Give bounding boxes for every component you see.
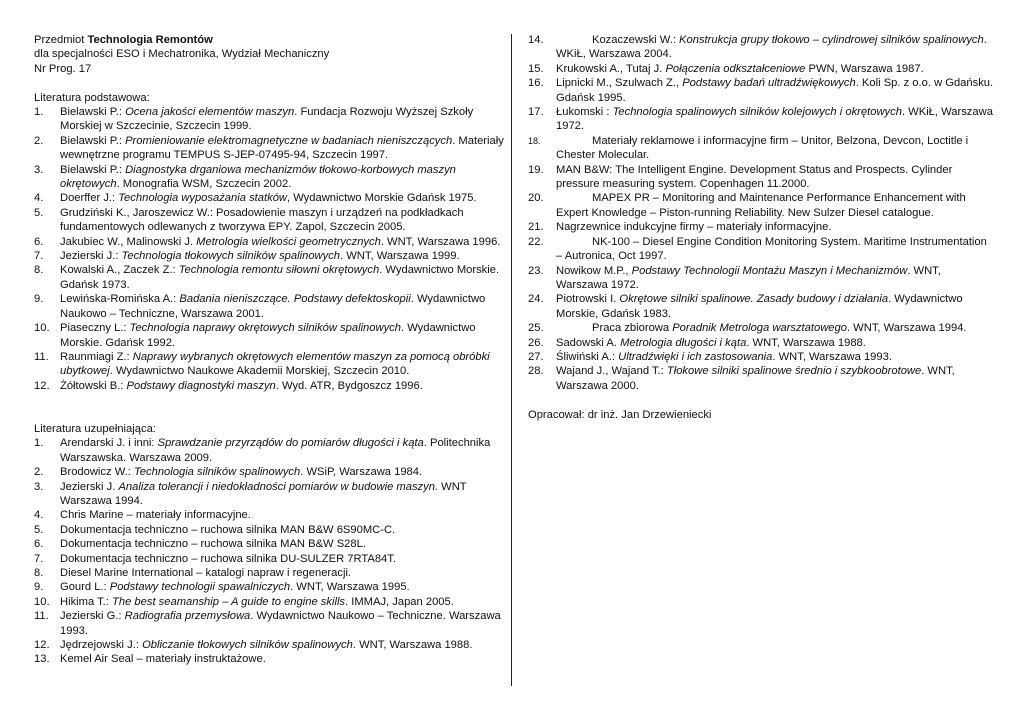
reference-item xyxy=(528,264,994,293)
reference-number: 9. xyxy=(34,293,44,306)
reference-publisher: . Politechnika Warszawska. Warszawa 2009. xyxy=(60,437,491,464)
reference-title: Technologia wyposażania statków xyxy=(118,192,287,205)
reference-authors: NK-100 – Diesel Engine Condition Monitoring System. Maritime Instrumentation – Autronica, Oct 1997. xyxy=(556,235,987,263)
reference-authors: Lewińska-Romińska A.: xyxy=(60,293,180,306)
reference-authors: Dokumentacja techniczno – ruchowa silnika MAN B&W S28L. xyxy=(60,538,366,551)
reference-item xyxy=(528,134,994,163)
left-column xyxy=(34,33,504,667)
reference-authors: Bielawski P.: xyxy=(60,106,126,119)
reference-authors: Piaseczny L.: xyxy=(60,322,130,335)
subject-name: Technologia Remontów xyxy=(87,34,213,46)
subject-line xyxy=(34,33,504,47)
reference-number: 26. xyxy=(528,336,544,349)
reference-number: 3. xyxy=(34,480,44,493)
reference-publisher: . IMMAJ, Japan 2005. xyxy=(345,595,454,608)
reference-publisher: . WNT, Warszawa 1999. xyxy=(340,250,460,263)
reference-authors: Nagrzewnice indukcyjne firmy – materiały informacyjne. xyxy=(556,221,832,234)
reference-publisher: , Wydawnictwo Morskie Gdańsk 1975. xyxy=(287,192,477,205)
reference-authors: Lipnicki M., Szulwach Z., xyxy=(556,77,683,90)
reference-title: Technologia naprawy okrętowych silników spalinowych xyxy=(129,322,401,335)
reference-item xyxy=(528,163,994,192)
reference-number: 9. xyxy=(34,581,44,594)
reference-publisher: PWN, Warszawa 1987. xyxy=(805,62,924,75)
reference-item xyxy=(34,480,504,509)
prepared-by: Opracował: dr inż. Jan Drzewieniecki xyxy=(528,408,712,421)
reference-item xyxy=(34,595,504,609)
reference-item xyxy=(528,220,994,234)
reference-number: 4. xyxy=(34,192,44,205)
reference-authors: Gourd L.: xyxy=(60,581,110,594)
reference-authors: Jakubiec W., Malinowski J. xyxy=(60,235,197,248)
reference-authors: Kowalski A., Zaczek Z.: xyxy=(60,264,179,277)
basic-literature-list xyxy=(34,105,504,393)
reference-number: 3. xyxy=(34,163,44,176)
reference-publisher: . WNT, Warszawa 1993. xyxy=(772,350,892,363)
reference-authors: Kozaczewski W.: xyxy=(592,34,680,46)
reference-authors: Krukowski A., Tutaj J. xyxy=(556,62,666,75)
supplementary-literature-list-continued xyxy=(528,33,994,393)
reference-authors: MAN B&W: The Intelligent Engine. Development Status and Prospects. Cylinder pressure measuring system. Copenhagen 11.2000. xyxy=(556,163,953,191)
reference-item xyxy=(528,76,994,105)
reference-number: 16. xyxy=(528,77,544,90)
reference-title: Ocena jakości elementów maszyn xyxy=(125,106,295,119)
reference-publisher: . Wydawnictwo Naukowo – Techniczne. Warszawa 1993. xyxy=(60,610,501,637)
reference-title: Radiografia przemysłowa xyxy=(124,610,251,623)
column-divider xyxy=(511,34,512,686)
reference-number: 12. xyxy=(34,639,50,652)
reference-authors: Jezierski J. xyxy=(60,480,119,493)
reference-authors: Jezierski J.: xyxy=(60,250,122,263)
reference-number: 2. xyxy=(34,134,44,147)
reference-title: Diagnostyka drganiowa mechanizmów tłokowo-korbowych maszyn okrętowych xyxy=(60,163,456,191)
reference-item xyxy=(528,364,994,393)
reference-title: Promieniowanie elektromagnetyczne w badaniach nieniszczących xyxy=(125,134,453,147)
reference-item xyxy=(528,191,994,220)
reference-publisher: . WNT, Warszawa 1994. xyxy=(846,322,967,335)
reference-item xyxy=(528,336,994,350)
reference-title: Technologia silników spalinowych xyxy=(133,466,301,479)
reference-item xyxy=(34,292,504,321)
reference-number: 7. xyxy=(34,552,44,565)
reference-number: 2. xyxy=(34,466,44,479)
reference-authors: Jędrzejowski J.: xyxy=(60,639,143,652)
reference-publisher: . Wyd. ATR, Bydgoszcz 1996. xyxy=(275,379,423,392)
reference-number: 10. xyxy=(34,322,50,335)
reference-title: Naprawy wybranych okrętowych elementów maszyn za pomocą obróbki ubytkowej xyxy=(60,350,490,378)
reference-number: 8. xyxy=(34,567,44,579)
reference-publisher: . Wydawnictwo Naukowe Akademii Morskiej, Szczecin 2010. xyxy=(109,365,410,378)
reference-number: 20. xyxy=(528,192,544,205)
reference-number: 23. xyxy=(528,264,544,277)
reference-authors: Jezierski G.: xyxy=(60,610,125,623)
reference-authors: Śliwiński A.: xyxy=(556,350,619,363)
reference-item xyxy=(34,206,504,235)
reference-item xyxy=(34,350,504,379)
reference-item xyxy=(34,508,504,522)
reference-title: Tłokowe silniki spalinowe średnio i szybkoobrotowe xyxy=(666,365,922,378)
reference-number: 11. xyxy=(34,610,49,623)
specialization-line: dla specjalności ESO i Mechatronika, Wydział Mechaniczny xyxy=(34,48,330,61)
reference-number: 12. xyxy=(34,379,50,392)
reference-title: Sprawdzanie przyrządów do pomiarów długości i kąta xyxy=(157,437,424,450)
reference-publisher: . WNT, Warszawa 1995. xyxy=(290,581,410,594)
reference-publisher: . WKiŁ, Warszawa 1972. xyxy=(556,106,993,133)
reference-item xyxy=(34,379,504,393)
reference-publisher: . Wydawnictwo Morskie. Gdańsk 1973. xyxy=(60,264,500,291)
reference-publisher: . Fundacja Rozwoju Wyższej Szkoły Morskiej w Szczecinie, Szczecin 1999. xyxy=(60,106,474,133)
reference-number: 10. xyxy=(34,595,50,608)
reference-item xyxy=(34,566,504,580)
reference-authors: Bielawski P.: xyxy=(60,163,126,176)
reference-item xyxy=(528,105,994,134)
reference-authors: Łukomski : xyxy=(556,106,613,119)
reference-item xyxy=(34,321,504,350)
reference-title: Ultradźwięki i ich zastosowania xyxy=(618,350,773,363)
reference-publisher: . WNT, Warszawa 1972. xyxy=(556,264,941,291)
reference-item xyxy=(34,609,504,638)
reference-number: 13. xyxy=(34,653,50,666)
reference-publisher: . WNT, Warszawa 1996. xyxy=(380,235,501,248)
reference-number: 7. xyxy=(34,250,44,263)
reference-number: 6. xyxy=(34,538,44,551)
reference-title: Poradnik Metrologa warsztatowego xyxy=(672,322,847,335)
reference-title: The best seamanship – A guide to engine skills xyxy=(112,595,346,608)
reference-publisher: . Wydawnictwo Morskie. Gdańsk 1992. xyxy=(60,322,476,349)
reference-item xyxy=(34,652,504,666)
reference-authors: Doerffer J.: xyxy=(60,192,119,205)
reference-number: 18. xyxy=(528,135,541,146)
reference-title: Podstawy diagnostyki maszyn xyxy=(126,379,276,392)
reference-publisher: . WKiŁ, Warszawa 2004. xyxy=(556,34,987,61)
reference-number: 28. xyxy=(528,365,544,378)
reference-number: 11. xyxy=(34,350,49,363)
reference-item xyxy=(34,638,504,652)
reference-item xyxy=(528,235,994,264)
reference-item xyxy=(34,134,504,163)
reference-title: Technologia remontu siłowni okrętowych xyxy=(178,264,380,277)
reference-number: 1. xyxy=(34,106,44,119)
reference-title: Metrologia wielkości geometrycznych xyxy=(196,235,381,248)
reference-authors: Diesel Marine International – katalogi napraw i regeneracji. xyxy=(60,567,352,579)
reference-number: 5. xyxy=(34,523,44,536)
reference-title: Konstrukcja grupy tłokowo – cylindrowej silników spalinowych xyxy=(679,34,984,46)
reference-authors: Hikima T.: xyxy=(60,595,113,608)
reference-title: Podstawy badań ultradźwiękowych xyxy=(682,77,856,90)
reference-title: Podstawy technologii spawalniczych xyxy=(109,581,291,594)
reference-title: Okrętowe silniki spalinowe. Zasady budowy i działania xyxy=(619,293,889,306)
reference-title: Połączenia odkształceniowe xyxy=(665,62,806,75)
reference-authors: Nowikow M.P., xyxy=(556,264,632,277)
reference-title: Technologia tłokowych silników spalinowych xyxy=(121,250,341,263)
reference-authors: Sadowski A. xyxy=(556,336,621,349)
reference-title: Obliczanie tłokowych silników spalinowych xyxy=(142,639,353,652)
reference-publisher: . WNT, Warszawa 2000. xyxy=(556,365,955,392)
reference-publisher: WNT Warszawa 1994. xyxy=(60,480,467,507)
basic-literature-heading: Literatura podstawowa: xyxy=(34,91,150,104)
reference-item xyxy=(34,552,504,566)
reference-publisher: . Koli Sp. z o.o. w Gdańsku. Gdańsk 1995. xyxy=(556,77,994,104)
subject-prefix: Przedmiot xyxy=(34,34,88,46)
reference-publisher: . Wydawnictwo Naukowo – Techniczne, Warszawa 2001. xyxy=(60,293,486,320)
reference-item xyxy=(528,33,994,62)
reference-number: 5. xyxy=(34,206,44,219)
reference-number: 19. xyxy=(528,163,544,176)
reference-item xyxy=(34,523,504,537)
reference-publisher: . WNT, Warszawa 1988. xyxy=(746,336,866,349)
supplementary-literature-list xyxy=(34,436,504,667)
reference-item xyxy=(34,235,504,249)
reference-number: 4. xyxy=(34,509,44,522)
reference-number: 17. xyxy=(528,106,544,119)
reference-item xyxy=(34,537,504,551)
reference-item xyxy=(528,62,994,76)
reference-number: 24. xyxy=(528,293,544,306)
reference-publisher: . Wydawnictwo Morskie, Gdańsk 1983. xyxy=(556,293,963,320)
reference-number: 15. xyxy=(528,62,544,75)
reference-publisher: . Monografia WSM, Szczecin 2002. xyxy=(116,178,292,191)
reference-item xyxy=(34,436,504,465)
reference-authors: Dokumentacja techniczno – ruchowa silnika DU-SULZER 7RTA84T. xyxy=(60,552,396,565)
reference-item xyxy=(34,105,504,134)
program-number: Nr Prog. 17 xyxy=(34,62,92,75)
reference-item xyxy=(34,191,504,205)
reference-number: 25. xyxy=(528,322,544,335)
reference-authors: Grudziński K., Jaroszewicz W.: Posadowienie maszyn i urządzeń na podkładkach fundamentowych odlewanych z tworzywa EPY. Zapol, Szczecin 2005. xyxy=(60,206,464,234)
reference-number: 8. xyxy=(34,264,44,277)
reference-authors: MAPEX PR – Monitoring and Maintenance Performance Enhancement with Expert Knowledge – Piston-running Reliability. New Sulzer Diesel catalogue. xyxy=(556,192,966,219)
reference-item xyxy=(528,321,994,335)
reference-authors: Praca zbiorowa xyxy=(592,322,673,335)
reference-item xyxy=(34,465,504,479)
reference-item xyxy=(528,350,994,364)
reference-item xyxy=(34,249,504,263)
reference-authors: Wajand J., Wajand T.: xyxy=(556,365,667,378)
reference-authors: Brodowicz W.: xyxy=(60,466,134,479)
reference-number: 21. xyxy=(528,221,544,234)
supplementary-literature-heading: Literatura uzupełniająca: xyxy=(34,422,156,435)
reference-number: 6. xyxy=(34,235,44,248)
reference-number: 27. xyxy=(528,350,544,363)
reference-item xyxy=(34,263,504,292)
reference-title: Technologia spalinowych silników kolejowych i okrętowych xyxy=(612,106,902,119)
reference-authors: Dokumentacja techniczno – ruchowa silnika MAN B&W 6S90MC-C. xyxy=(60,523,396,536)
reference-authors: Kemel Air Seal – materiały instruktażowe. xyxy=(60,653,266,666)
reference-authors: Bielawski P.: xyxy=(60,134,126,147)
reference-item xyxy=(528,292,994,321)
reference-authors: Żółtowski B.: xyxy=(60,379,127,392)
reference-item xyxy=(34,580,504,594)
reference-publisher: . WNT, Warszawa 1988. xyxy=(352,639,473,652)
reference-authors: Piotrowski I. xyxy=(556,293,620,306)
reference-publisher: . WSiP, Warszawa 1984. xyxy=(300,466,423,479)
reference-publisher: . Materiały wewnętrzne programu TEMPUS S-JEP-07495-94, Szczecin 1997. xyxy=(60,134,504,162)
reference-title: Analiza tolerancji i niedokładności pomiarów w budowie maszyn. xyxy=(118,480,439,493)
reference-authors: Chris Marine – materiały informacyjne. xyxy=(60,509,251,522)
reference-title: Metrologia długości i kąta xyxy=(620,336,747,349)
reference-number: 14. xyxy=(528,34,544,46)
reference-number: 1. xyxy=(34,437,44,450)
reference-item xyxy=(34,163,504,192)
reference-authors: Raunmiagi Z.: xyxy=(60,350,133,363)
reference-number: 22. xyxy=(528,235,544,248)
reference-authors: Materiały reklamowe i informacyjne firm – Unitor, Belzona, Devcon, Loctitle i Chester Molecular. xyxy=(556,134,969,162)
reference-authors: Arendarski J. i inni: xyxy=(60,437,158,450)
reference-title: Podstawy Technologii Montażu Maszyn i Mechanizmów xyxy=(631,264,908,277)
reference-title: Badania nieniszczące. Podstawy defektoskopii xyxy=(179,293,411,306)
right-column xyxy=(528,33,994,422)
